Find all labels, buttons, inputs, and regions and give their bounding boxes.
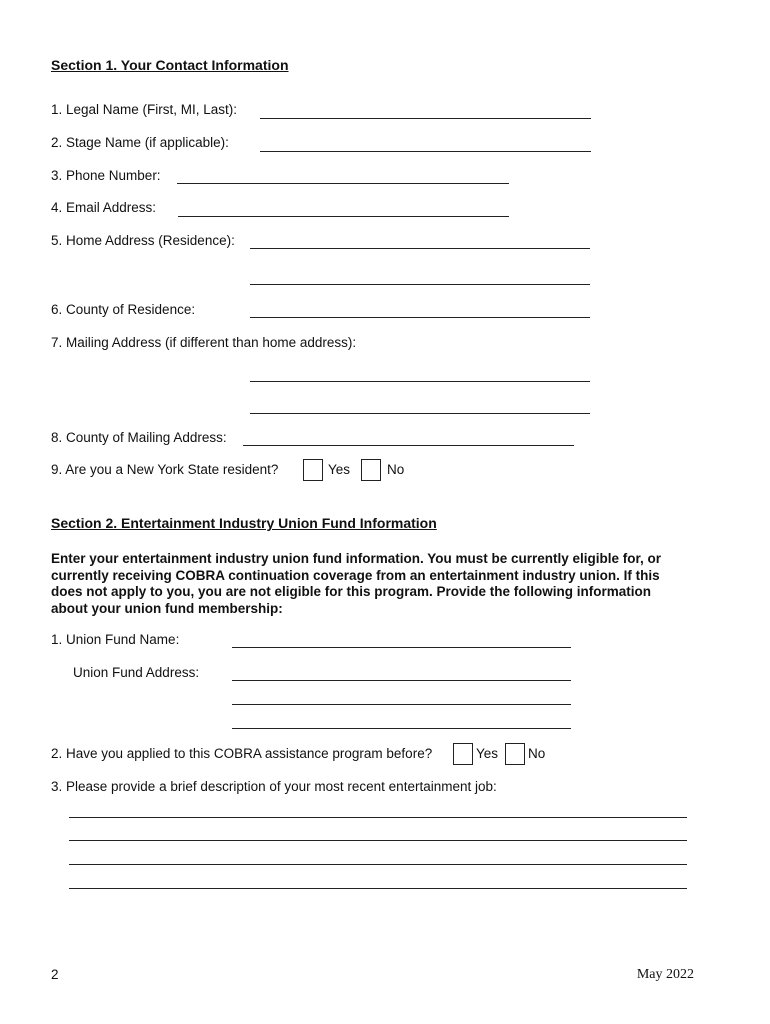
home-address-label: 5. Home Address (Residence): — [51, 233, 235, 248]
home-address-field-2[interactable] — [250, 284, 590, 285]
applied-before-yes-checkbox[interactable] — [453, 743, 473, 765]
mailing-address-field-1[interactable] — [250, 381, 590, 382]
ny-resident-no-checkbox[interactable] — [361, 459, 381, 481]
applied-before-label: 2. Have you applied to this COBRA assistance program before? — [51, 746, 433, 761]
recent-job-field-4[interactable] — [69, 888, 687, 889]
recent-job-field-2[interactable] — [69, 840, 687, 841]
phone-field[interactable] — [177, 183, 509, 184]
phone-label: 3. Phone Number: — [51, 168, 161, 183]
legal-name-label: 1. Legal Name (First, MI, Last): — [51, 102, 238, 117]
recent-job-field-1[interactable] — [69, 817, 687, 818]
legal-name-field[interactable] — [260, 118, 591, 119]
stage-name-field[interactable] — [260, 151, 591, 152]
union-fund-name-label: 1. Union Fund Name: — [51, 632, 180, 647]
union-fund-address-label: Union Fund Address: — [73, 665, 200, 680]
recent-job-label: 3. Please provide a brief description of your most recent entertainment job: — [51, 779, 497, 794]
home-address-field-1[interactable] — [250, 248, 590, 249]
union-fund-address-field-1[interactable] — [232, 680, 571, 681]
applied-before-no-checkbox[interactable] — [505, 743, 525, 765]
ny-resident-yes-label: Yes — [328, 462, 351, 477]
ny-resident-yes-checkbox[interactable] — [303, 459, 323, 481]
ny-resident-no-label: No — [387, 462, 405, 477]
county-residence-label: 6. County of Residence: — [51, 302, 196, 317]
mailing-address-field-2[interactable] — [250, 413, 590, 414]
recent-job-field-3[interactable] — [69, 864, 687, 865]
ny-resident-label: 9. Are you a New York State resident? — [51, 462, 279, 477]
section1-heading: Section 1. Your Contact Information — [51, 57, 289, 73]
union-fund-address-field-2[interactable] — [232, 704, 571, 705]
section2-instructions: Enter your entertainment industry union fund information. You must be currently eligible for, or currently receiving COBRA continuation coverage from an entertainment industry union. If this does not apply to you, you are not eligible for this program. Provide the following information about your union fund membership: — [51, 551, 662, 616]
page-number: 2 — [51, 967, 59, 982]
email-field[interactable] — [178, 216, 509, 217]
section2-heading: Section 2. Entertainment Industry Union Fund Information — [51, 515, 437, 531]
county-mailing-label: 8. County of Mailing Address: — [51, 430, 227, 445]
mailing-address-label: 7. Mailing Address (if different than home address): — [51, 335, 357, 350]
applied-before-no-label: No — [528, 746, 546, 761]
county-mailing-field[interactable] — [243, 445, 574, 446]
county-residence-field[interactable] — [250, 317, 590, 318]
union-fund-address-field-3[interactable] — [232, 728, 571, 729]
footer-date: May 2022 — [636, 967, 694, 982]
union-fund-name-field[interactable] — [232, 647, 571, 648]
email-label: 4. Email Address: — [51, 200, 157, 215]
stage-name-label: 2. Stage Name (if applicable): — [51, 135, 229, 150]
applied-before-yes-label: Yes — [476, 746, 499, 761]
